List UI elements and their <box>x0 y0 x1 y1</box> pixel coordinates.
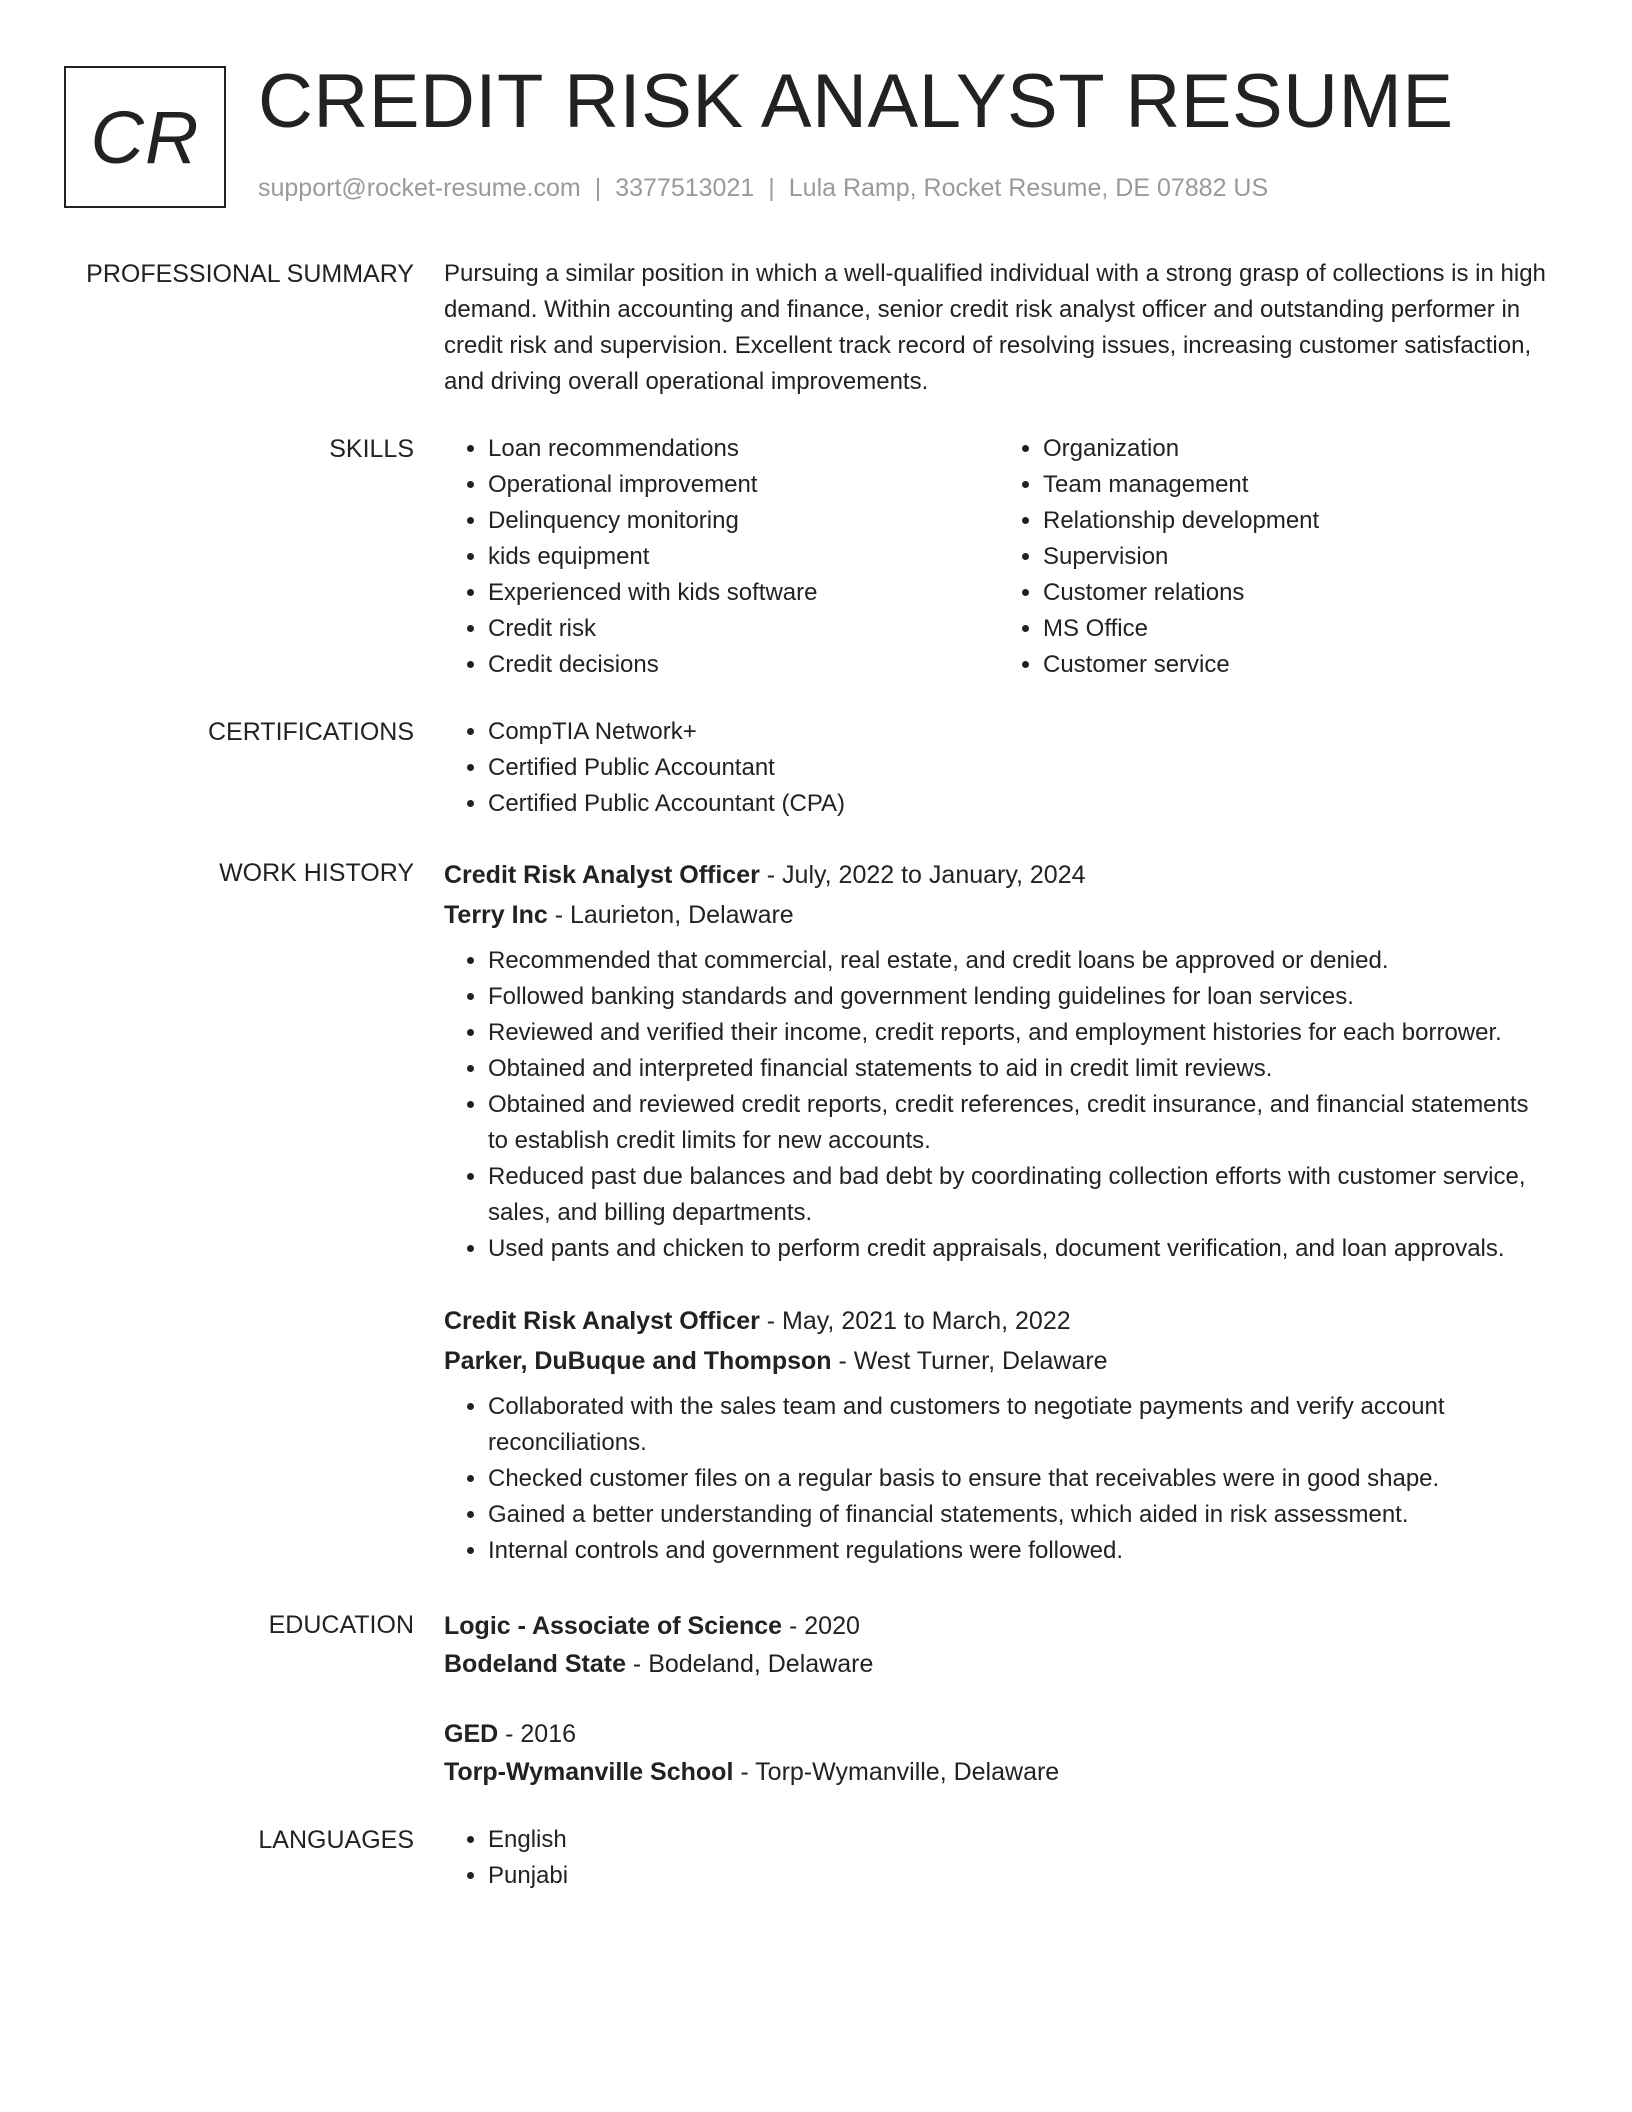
job-duty-item: • Checked customer files on a regular basis to ensure that receivables were in good shape. <box>488 1461 1554 1497</box>
section-title-languages: LANGUAGES <box>258 1826 414 1854</box>
skills-list-right <box>999 431 1554 683</box>
job-duty-item: • Gained a better understanding of financial statements, which aided in risk assessment. <box>488 1497 1554 1533</box>
contact-address: Lula Ramp, Rocket Resume, DE 07882 US <box>788 174 1269 202</box>
education-body <box>444 1607 1554 1791</box>
job-company-line <box>444 1341 1554 1381</box>
education-degree: Logic - Associate of Science <box>444 1612 783 1640</box>
monogram-badge: CR <box>64 66 226 208</box>
job-role-line <box>444 855 1554 895</box>
contact-line <box>258 174 1268 203</box>
education-school: Bodeland State <box>444 1650 626 1678</box>
language-item: • Punjabi <box>488 1858 1554 1894</box>
education-location: - Bodeland, Delaware <box>625 1650 874 1678</box>
job-role-line <box>444 1301 1554 1341</box>
education-location: - Torp-Wymanville, Delaware <box>733 1758 1060 1786</box>
skill-item: • Delinquency monitoring <box>488 503 999 539</box>
skill-item: • Supervision <box>1043 539 1554 575</box>
job-duty-item: • Recommended that commercial, real estate, and credit loans be approved or denied. <box>488 943 1554 979</box>
languages-list <box>444 1822 1554 1894</box>
section-title-skills: SKILLS <box>329 435 414 463</box>
skill-item: • Team management <box>1043 467 1554 503</box>
job-entry <box>444 1301 1554 1569</box>
contact-phone[interactable]: 3377513021 <box>615 174 755 202</box>
job-company: Parker, DuBuque and Thompson <box>444 1347 832 1375</box>
skills-list-left <box>444 431 999 683</box>
section-title-summary: PROFESSIONAL SUMMARY <box>86 260 414 288</box>
skill-item: • Relationship development <box>1043 503 1554 539</box>
work-history-body <box>444 855 1554 1569</box>
certifications-list <box>444 714 1554 822</box>
summary-text: Pursuing a similar position in which a well-qualified individual with a strong grasp of collections is in high demand. Within accounting and finance, senior credit risk analyst officer and outstanding performer in credit risk and supervision. Excellent track record of resolving issues, increasing customer satisfaction, and driving overall operational improvements. <box>444 260 1546 395</box>
language-item: • English <box>488 1822 1554 1858</box>
job-duty-item: • Used pants and chicken to perform credit appraisals, document verification, and loan approvals. <box>488 1231 1554 1267</box>
skill-item: • MS Office <box>1043 611 1554 647</box>
section-title-education: EDUCATION <box>268 1611 414 1639</box>
summary-body <box>444 256 1554 400</box>
languages-body <box>444 1822 1554 1894</box>
education-degree: GED <box>444 1720 499 1748</box>
certifications-body <box>444 714 1554 822</box>
education-entry <box>444 1715 1554 1791</box>
education-school: Torp-Wymanville School <box>444 1758 734 1786</box>
certification-item: • CompTIA Network+ <box>488 714 1554 750</box>
job-duty-item: • Reviewed and verified their income, credit reports, and employment histories for each borrower. <box>488 1015 1554 1051</box>
contact-separator: | <box>594 174 602 202</box>
education-entry <box>444 1607 1554 1683</box>
job-role: Credit Risk Analyst Officer <box>444 861 760 889</box>
education-school-line <box>444 1753 1554 1791</box>
job-location: - Laurieton, Delaware <box>547 901 794 929</box>
job-duties-list <box>444 1389 1554 1569</box>
skill-item: • Customer service <box>1043 647 1554 683</box>
contact-email[interactable]: support@rocket-resume.com <box>258 174 581 202</box>
job-duty-item: • Followed banking standards and government lending guidelines for loan services. <box>488 979 1554 1015</box>
skill-item: • Customer relations <box>1043 575 1554 611</box>
job-entry <box>444 855 1554 1267</box>
job-dates: - May, 2021 to March, 2022 <box>759 1307 1071 1335</box>
contact-separator: | <box>768 174 775 202</box>
skill-item: • Loan recommendations <box>488 431 999 467</box>
section-title-work-history: WORK HISTORY <box>219 859 414 887</box>
skill-item: • Credit decisions <box>488 647 999 683</box>
education-degree-line <box>444 1715 1554 1753</box>
certification-item: • Certified Public Accountant <box>488 750 1554 786</box>
job-duty-item: • Obtained and interpreted financial statements to aid in credit limit reviews. <box>488 1051 1554 1087</box>
skill-item: • Organization <box>1043 431 1554 467</box>
section-title-certifications: CERTIFICATIONS <box>207 718 414 746</box>
job-duty-item: • Collaborated with the sales team and customers to negotiate payments and verify account reconciliations. <box>488 1389 1554 1461</box>
job-company: Terry Inc <box>444 901 548 929</box>
skill-item: • Experienced with kids software <box>488 575 999 611</box>
job-role: Credit Risk Analyst Officer <box>444 1307 760 1335</box>
skills-columns <box>444 431 1554 683</box>
skill-item: • kids equipment <box>488 539 999 575</box>
skill-item: • Credit risk <box>488 611 999 647</box>
job-location: - West Turner, Delaware <box>831 1347 1108 1375</box>
education-year: - 2020 <box>782 1612 860 1640</box>
certification-item: • Certified Public Accountant (CPA) <box>488 786 1554 822</box>
job-duty-item: • Internal controls and government regulations were followed. <box>488 1533 1554 1569</box>
education-year: - 2016 <box>498 1720 577 1748</box>
education-degree-line <box>444 1607 1554 1645</box>
job-duties-list <box>444 943 1554 1267</box>
job-duty-item: • Reduced past due balances and bad debt by coordinating collection efforts with customer service, sales, and billing departments. <box>488 1159 1554 1231</box>
job-duty-item: • Obtained and reviewed credit reports, credit references, credit insurance, and financial statements to establish credit limits for new accounts. <box>488 1087 1554 1159</box>
resume-title: CREDIT RISK ANALYST RESUME <box>258 59 1454 144</box>
job-company-line <box>444 895 1554 935</box>
job-dates: - July, 2022 to January, 2024 <box>759 861 1086 889</box>
skill-item: • Operational improvement <box>488 467 999 503</box>
education-school-line <box>444 1645 1554 1683</box>
